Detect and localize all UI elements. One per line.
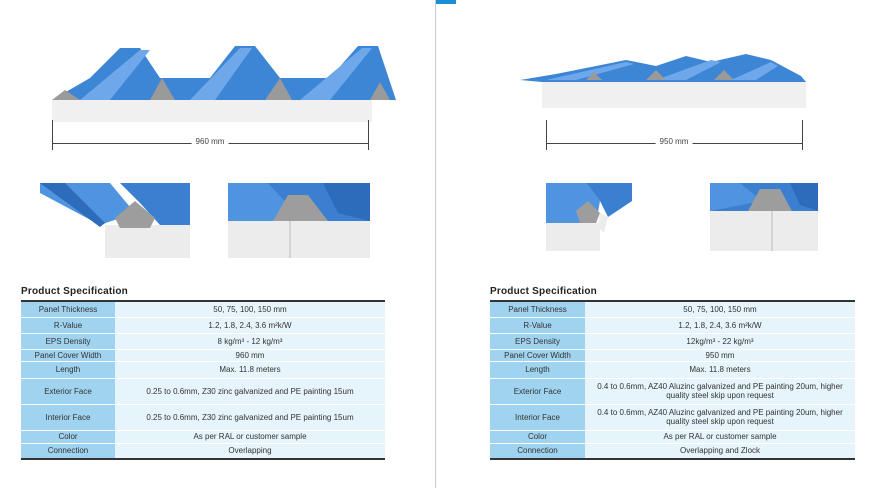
left-spec-label: EPS Density <box>21 333 115 349</box>
right-width-label: 950 mm <box>656 137 693 146</box>
left-spec-title: Product Specification <box>21 286 128 297</box>
left-spec-label: Interior Face <box>21 404 115 430</box>
right-spec-label: R-Value <box>490 317 585 333</box>
right-spec-row <box>490 349 855 361</box>
right-spec-label: Color <box>490 430 585 443</box>
left-spec-label: R-Value <box>21 317 115 333</box>
page-divider <box>435 0 436 488</box>
left-spec-row <box>21 301 385 317</box>
right-spec-value: Max. 11.8 meters <box>585 361 855 378</box>
right-spec-label: Panel Cover Width <box>490 349 585 361</box>
right-spec-label: Interior Face <box>490 404 585 430</box>
left-spec-row <box>21 349 385 361</box>
left-spec-value: 0.25 to 0.6mm, Z30 zinc galvanized and PE painting 15um <box>115 378 385 404</box>
left-spec-row <box>21 404 385 430</box>
left-spec-row <box>21 378 385 404</box>
right-panel-image <box>516 46 816 116</box>
left-detail-overlap <box>40 183 190 258</box>
right-spec-value: 1.2, 1.8, 2.4, 3.6 m²k/W <box>585 317 855 333</box>
left-spec-value: 1.2, 1.8, 2.4, 3.6 m²k/W <box>115 317 385 333</box>
left-spec-label: Color <box>21 430 115 443</box>
top-accent-bar <box>436 0 456 4</box>
right-spec-value: 12kg/m³ - 22 kg/m³ <box>585 333 855 349</box>
right-spec-label: Connection <box>490 443 585 459</box>
left-spec-label: Exterior Face <box>21 378 115 404</box>
left-spec-row <box>21 430 385 443</box>
right-spec-row <box>490 361 855 378</box>
left-spec-table <box>21 300 385 460</box>
left-spec-label: Connection <box>21 443 115 459</box>
right-detail-joint <box>710 183 818 251</box>
right-spec-row <box>490 430 855 443</box>
right-spec-row <box>490 317 855 333</box>
left-spec-row <box>21 361 385 378</box>
left-spec-label: Length <box>21 361 115 378</box>
right-spec-value: As per RAL or customer sample <box>585 430 855 443</box>
left-spec-value: 0.25 to 0.6mm, Z30 zinc galvanized and PE painting 15um <box>115 404 385 430</box>
left-spec-value: As per RAL or customer sample <box>115 430 385 443</box>
right-spec-label: Length <box>490 361 585 378</box>
right-spec-value: 50, 75, 100, 150 mm <box>585 301 855 317</box>
left-detail-joint <box>228 183 370 258</box>
right-spec-value: Overlapping and Zlock <box>585 443 855 459</box>
right-spec-row <box>490 443 855 459</box>
right-spec-row <box>490 333 855 349</box>
right-spec-label: EPS Density <box>490 333 585 349</box>
right-spec-row <box>490 404 855 430</box>
right-spec-table <box>490 300 855 460</box>
right-spec-value: 950 mm <box>585 349 855 361</box>
left-width-dimension <box>52 120 370 150</box>
left-panel-image <box>40 38 400 128</box>
left-width-label: 960 mm <box>192 137 229 146</box>
right-spec-title: Product Specification <box>490 286 597 297</box>
right-spec-value: 0.4 to 0.6mm, AZ40 Aluzinc galvanized and PE painting 20um, higher quality steel skip upon request <box>585 404 855 430</box>
right-width-dimension <box>546 120 804 150</box>
left-spec-value: Max. 11.8 meters <box>115 361 385 378</box>
left-spec-value: 8 kg/m³ - 12 kg/m³ <box>115 333 385 349</box>
left-spec-value: Overlapping <box>115 443 385 459</box>
left-spec-label: Panel Thickness <box>21 301 115 317</box>
left-spec-label: Panel Cover Width <box>21 349 115 361</box>
right-spec-value: 0.4 to 0.6mm, AZ40 Aluzinc galvanized and PE painting 20um, higher quality steel skip upon request <box>585 378 855 404</box>
left-spec-row <box>21 333 385 349</box>
left-spec-value: 50, 75, 100, 150 mm <box>115 301 385 317</box>
right-detail-overlap <box>546 183 632 251</box>
left-spec-row <box>21 317 385 333</box>
left-spec-row <box>21 443 385 459</box>
right-spec-label: Exterior Face <box>490 378 585 404</box>
right-spec-row <box>490 378 855 404</box>
left-spec-value: 960 mm <box>115 349 385 361</box>
right-spec-row <box>490 301 855 317</box>
right-spec-label: Panel Thickness <box>490 301 585 317</box>
